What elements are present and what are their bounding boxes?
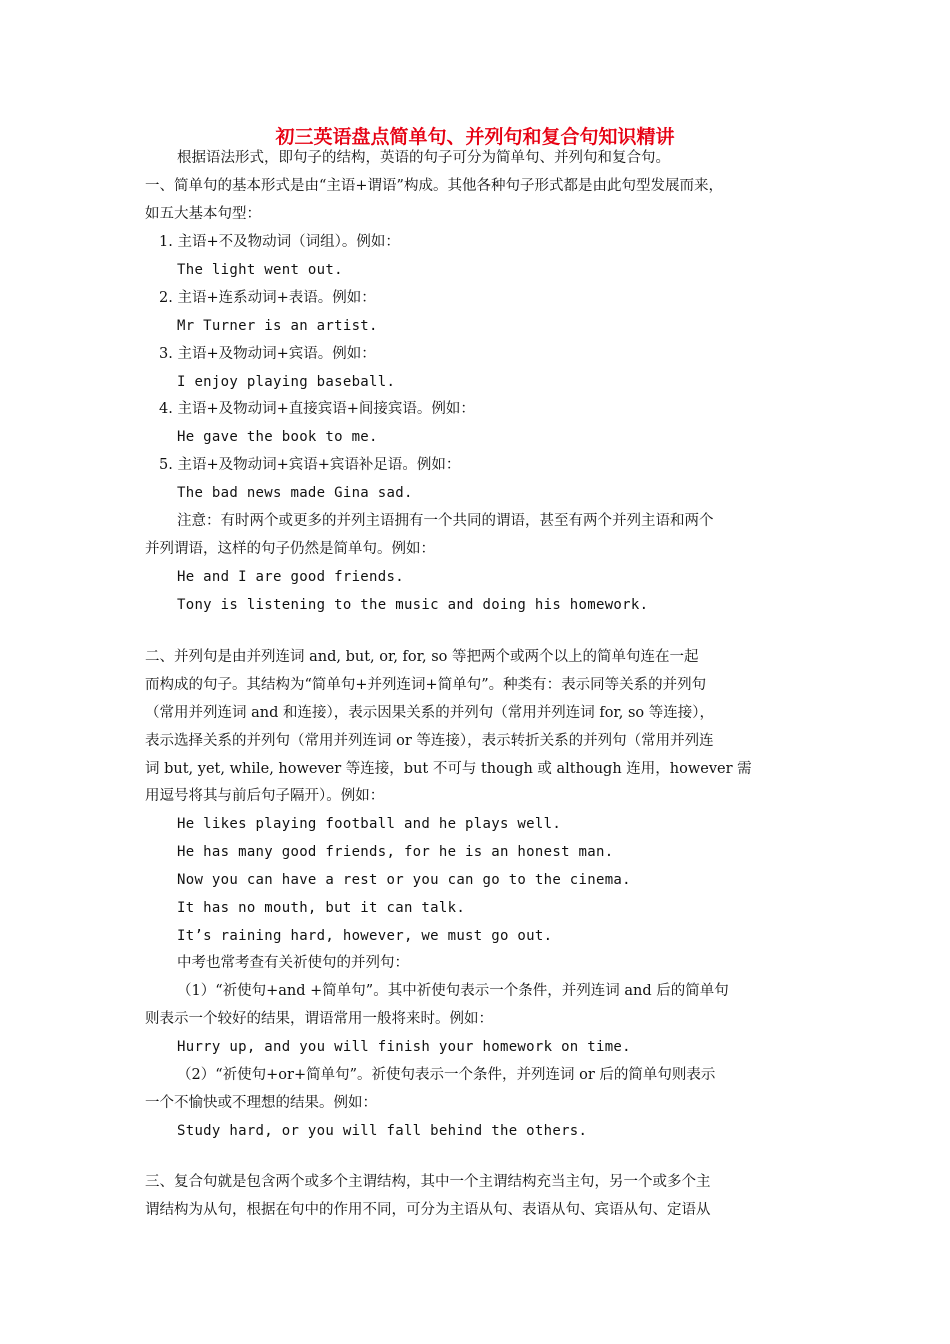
pattern-1: 1. 主语+不及物动词（词组）。例如： xyxy=(159,234,400,250)
example-sentence: He gave the book to me. xyxy=(177,429,378,445)
note-text: 注意：有时两个或更多的并列主语拥有一个共同的谓语，甚至有两个并列主语和两个 xyxy=(177,513,714,529)
example-sentence: He likes playing football and he plays well. xyxy=(177,816,562,832)
section-2-text: 表示选择关系的并列句（常用并列连词 or 等连接），表示转折关系的并列句（常用并列连 xyxy=(145,733,714,749)
example-sentence: The bad news made Gina sad. xyxy=(177,485,413,501)
example-sentence: The light went out. xyxy=(177,262,343,278)
imperative-heading: 中考也常考查有关祈使句的并列句： xyxy=(177,955,409,971)
section-1-heading: 一、简单句的基本形式是由“主语+谓语”构成。其他各种句子形式都是由此句型发展而来， xyxy=(145,178,723,194)
section-2-text: （常用并列连词 and 和连接），表示因果关系的并列句（常用并列连词 for, so 等连接）， xyxy=(145,705,715,721)
example-sentence: Mr Turner is an artist. xyxy=(177,318,378,334)
section-3-text: 谓结构为从句，根据在句中的作用不同，可分为主语从句、表语从句、宾语从句、定语从 xyxy=(145,1202,711,1218)
example-sentence: Tony is listening to the music and doing his homework. xyxy=(177,597,649,613)
pattern-4: 4. 主语+及物动词+直接宾语+间接宾语。例如： xyxy=(159,401,475,417)
document-title: 初三英语盘点简单句、并列句和复合句知识精讲 xyxy=(275,126,675,148)
section-2-heading: 二、并列句是由并列连词 and, but, or, for, so 等把两个或两个以上的简单句连在一起 xyxy=(145,649,699,665)
section-2-text: 词 but, yet, while, however 等连接，but 不可与 though 或 although 连用，however 需 xyxy=(145,761,752,777)
example-sentence: He and I are good friends. xyxy=(177,569,404,585)
section-1-text: 如五大基本句型： xyxy=(145,206,261,222)
pattern-3: 3. 主语+及物动词+宾语。例如： xyxy=(159,346,376,362)
example-sentence: It’s raining hard, however, we must go out. xyxy=(177,928,553,944)
section-2-text: 而构成的句子。其结构为“简单句+并列连词+简单句”。种类有：表示同等关系的并列句 xyxy=(145,677,707,693)
example-sentence: Now you can have a rest or you can go to the cinema. xyxy=(177,872,631,888)
note-text: 并列谓语，这样的句子仍然是简单句。例如： xyxy=(145,541,435,557)
section-2-text: 用逗号将其与前后句子隔开）。例如： xyxy=(145,788,385,804)
section-3-heading: 三、复合句就是包含两个或多个主谓结构，其中一个主谓结构充当主句，另一个或多个主 xyxy=(145,1174,711,1190)
intro-paragraph: 根据语法形式，即句子的结构，英语的句子可分为简单句、并列句和复合句。 xyxy=(177,150,670,166)
example-sentence: It has no mouth, but it can talk. xyxy=(177,900,466,916)
imperative-rule-1: （1）“祈使句+and +简单句”。其中祈使句表示一个条件，并列连词 and 后的简单句 xyxy=(177,983,729,999)
pattern-2: 2. 主语+连系动词+表语。例如： xyxy=(159,290,376,306)
imperative-rule-2: （2）“祈使句+or+简单句”。祈使句表示一个条件，并列连词 or 后的简单句则表示 xyxy=(177,1067,716,1083)
example-sentence: Hurry up, and you will finish your homework on time. xyxy=(177,1039,631,1055)
example-sentence: He has many good friends, for he is an honest man. xyxy=(177,844,614,860)
pattern-5: 5. 主语+及物动词+宾语+宾语补足语。例如： xyxy=(159,457,461,473)
example-sentence: Study hard, or you will fall behind the others. xyxy=(177,1123,588,1139)
imperative-rule-1: 则表示一个较好的结果，谓语常用一般将来时。例如： xyxy=(145,1011,493,1027)
imperative-rule-2: 一个不愉快或不理想的结果。例如： xyxy=(145,1095,377,1111)
example-sentence: I enjoy playing baseball. xyxy=(177,374,396,390)
